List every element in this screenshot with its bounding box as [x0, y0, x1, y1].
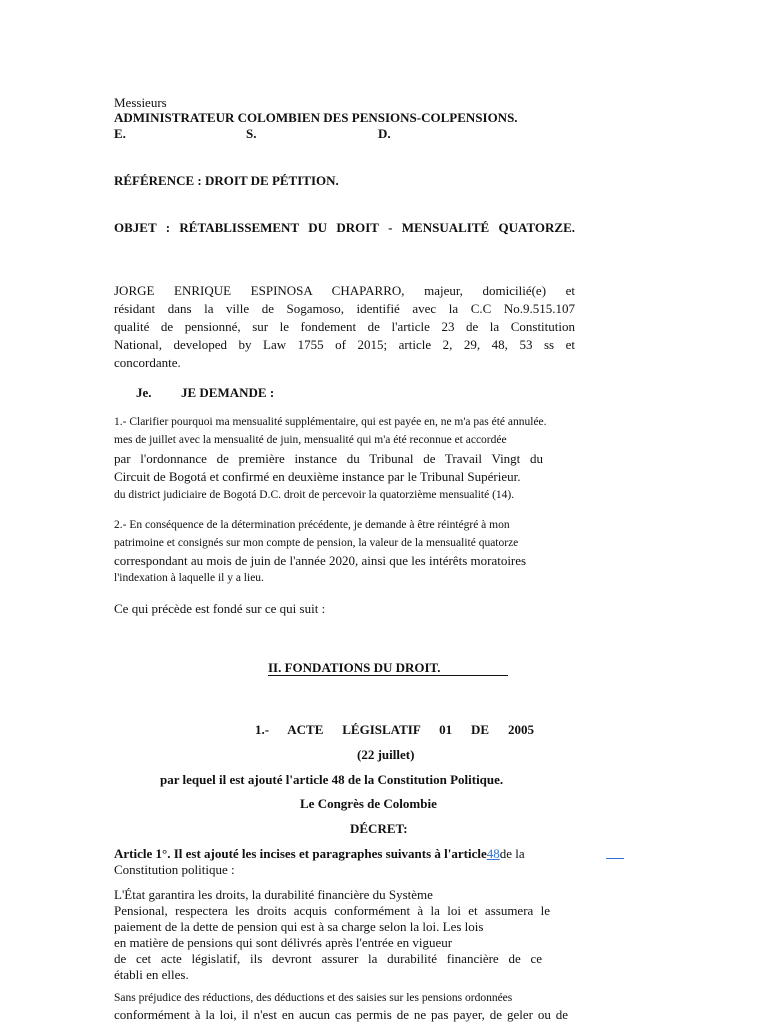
section-title: II. FONDATIONS DU DROIT.: [268, 660, 508, 676]
reference-line: RÉFÉRENCE : DROIT DE PÉTITION.: [114, 173, 339, 188]
article1-line-2: Constitution politique :: [114, 862, 235, 877]
act-congress: Le Congrès de Colombie: [300, 796, 437, 811]
point2-line-3: correspondant au mois de juin de l'année 2020, ainsi que les intérêts moratoires: [114, 553, 527, 568]
object-line: OBJET : RÉTABLISSEMENT DU DROIT - MENSUALITÉ QUATORZE.: [114, 220, 575, 235]
esd-e: E.: [114, 126, 126, 141]
article1-tail: de la: [499, 846, 525, 861]
addressee: ADMINISTRATEUR COLOMBIEN DES PENSIONS-COLPENSIONS.: [114, 110, 518, 125]
state-line-4: en matière de pensions qui sont délivrés après l'entrée en vigueur: [114, 935, 453, 950]
footnote-link-marker[interactable]: [606, 858, 624, 859]
point2-line-1: 2.- En conséquence de la détermination précédente, je demande à être réintégré à mon: [114, 519, 510, 531]
demand-prefix: Je.: [136, 385, 152, 400]
article1-line-1: [114, 845, 525, 862]
state-line-1: L'État garantira les droits, la durabilité financière du Système: [114, 887, 433, 902]
esd-d: D.: [378, 126, 391, 141]
intro-line-1: JORGE ENRIQUE ESPINOSA CHAPARRO, majeur, domicilié(e) et: [114, 283, 575, 298]
article1-lead: Article 1°. Il est ajouté les incises et paragraphes suivants à l'article: [114, 846, 487, 861]
demand-title: JE DEMANDE :: [181, 385, 275, 400]
act-subtitle: par lequel il est ajouté l'article 48 de la Constitution Politique.: [160, 772, 504, 787]
intro-line-2: résidant dans la ville de Sogamoso, identifié avec la C.C No.9.515.107: [114, 301, 575, 316]
esd-s: S.: [246, 126, 257, 141]
article-48-link[interactable]: 48: [486, 846, 500, 861]
point2-line-4: l'indexation à laquelle il y a lieu.: [114, 572, 264, 584]
act-decree: DÉCRET:: [350, 821, 408, 836]
intro-line-4: National, developed by Law 1755 of 2015; article 2, 29, 48, 53 ss et: [114, 337, 575, 352]
state-line-6: établi en elles.: [114, 967, 189, 982]
state-line-5: de cet acte législatif, ils devront assurer la durabilité financière de ce: [114, 951, 542, 966]
basis-intro: Ce qui précède est fondé sur ce qui suit :: [114, 601, 326, 616]
state-line-3: paiement de la dette de pension qui est à sa charge selon la loi. Les lois: [114, 919, 484, 934]
point1-line-2: mes de juillet avec la mensualité de juin, mensualité qui m'a été reconnue et accordée: [114, 434, 507, 446]
point1-line-4: Circuit de Bogotá et confirmé en deuxième instance par le Tribunal Supérieur.: [114, 469, 521, 484]
point1-line-5: du district judiciaire de Bogotá D.C. droit de percevoir la quatorzième mensualité (14).: [114, 489, 515, 501]
final-line-2: conformément à la loi, il n'est en aucun cas permis de ne pas payer, de geler ou de: [114, 1007, 568, 1022]
salutation: Messieurs: [114, 95, 167, 110]
point1-line-3: par l'ordonnance de première instance du Tribunal de Travail Vingt du: [114, 451, 543, 466]
intro-line-5: concordante.: [114, 355, 181, 370]
act-title: 1.- ACTE LÉGISLATIF 01 DE 2005: [255, 722, 534, 737]
point2-line-2: patrimoine et consignés sur mon compte de pension, la valeur de la mensualité quatorze: [114, 537, 519, 549]
act-date: (22 juillet): [357, 747, 415, 762]
point1-line-1: 1.- Clarifier pourquoi ma mensualité supplémentaire, qui est payée en, ne m'a pas été annulée.: [114, 416, 547, 428]
final-line-1: Sans préjudice des réductions, des déductions et des saisies sur les pensions ordonnées: [114, 992, 513, 1004]
intro-line-3: qualité de pensionné, sur le fondement de l'article 23 de la Constitution: [114, 319, 575, 334]
state-line-2: Pensional, respectera les droits acquis conformément à la loi et assumera le: [114, 903, 550, 918]
